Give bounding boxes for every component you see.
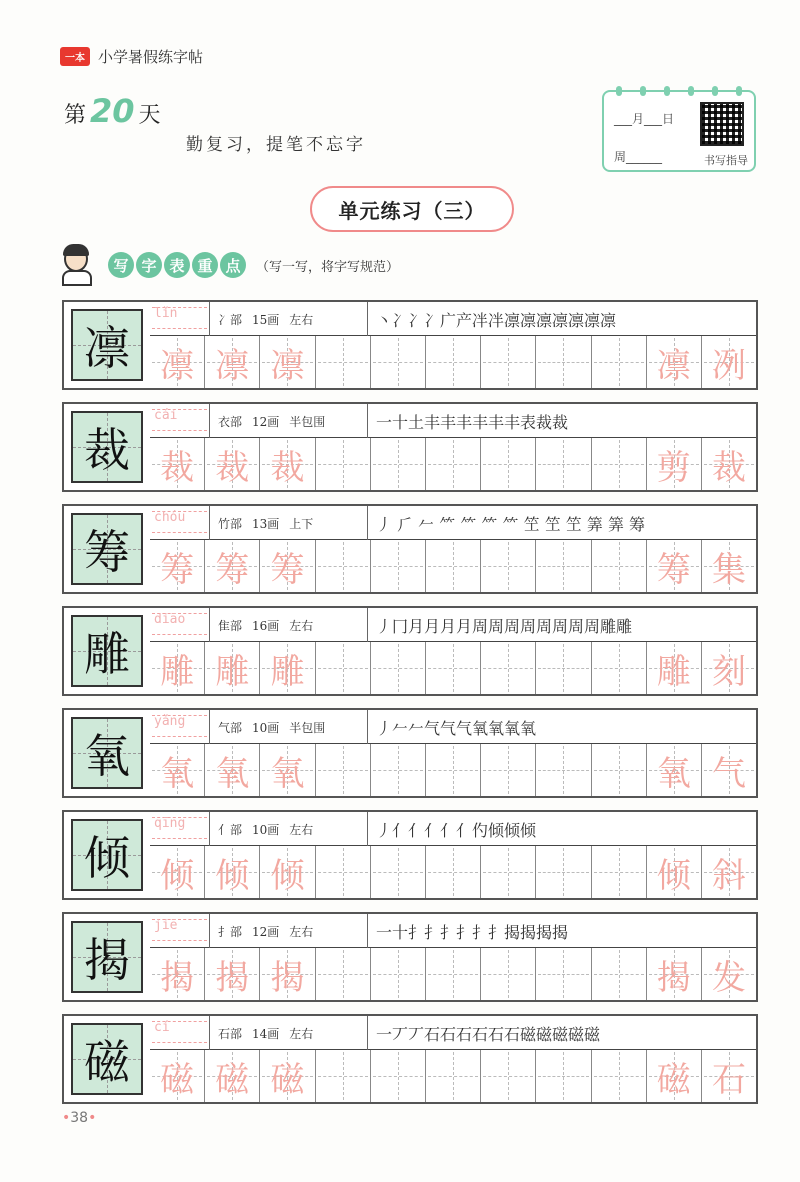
trace-character: 凛 xyxy=(270,345,305,386)
writing-cell[interactable] xyxy=(150,1050,205,1102)
day-number: 20 xyxy=(90,92,135,130)
writing-cell[interactable] xyxy=(592,336,647,388)
word-character: 冽 xyxy=(711,345,746,386)
trace-character: 凛 xyxy=(215,345,250,386)
writing-cell[interactable] xyxy=(426,540,481,592)
writing-cell[interactable] xyxy=(150,336,205,388)
section-bubbles xyxy=(108,252,246,278)
char-meta xyxy=(210,302,368,336)
model-character: 揭 xyxy=(71,921,143,993)
writing-cell[interactable] xyxy=(316,744,371,796)
ring-icon xyxy=(688,86,694,96)
word-character: 气 xyxy=(711,753,746,794)
stroke-order: 丿亻亻亻亻亻仢倾倾倾 xyxy=(376,820,537,840)
writing-cell[interactable] xyxy=(426,948,481,1000)
pinyin-cell[interactable] xyxy=(150,914,210,948)
writing-grid xyxy=(150,540,756,592)
ring-icon xyxy=(736,86,742,96)
writing-cell[interactable] xyxy=(316,540,371,592)
trace-character: 倾 xyxy=(215,855,250,896)
writing-cell[interactable] xyxy=(205,948,260,1000)
writing-cell[interactable] xyxy=(536,336,591,388)
practice-row xyxy=(62,708,758,798)
day-heading xyxy=(64,92,161,130)
trace-character: 雕 xyxy=(215,651,250,692)
practice-row xyxy=(62,912,758,1002)
writing-cell[interactable] xyxy=(702,438,756,490)
writing-grid xyxy=(150,336,756,388)
pinyin: diāo xyxy=(154,612,186,627)
writing-cell[interactable] xyxy=(536,744,591,796)
word-character: 剪 xyxy=(656,447,691,488)
unit-title: 单元练习（三） xyxy=(310,186,514,232)
trace-character: 磁 xyxy=(160,1059,195,1100)
writing-cell[interactable] xyxy=(536,846,591,898)
word-character: 凛 xyxy=(656,345,691,386)
writing-cell[interactable] xyxy=(316,948,371,1000)
word-character: 筹 xyxy=(656,549,691,590)
section-bubble: 表 xyxy=(164,252,190,278)
week-field[interactable]: 周______ xyxy=(614,150,663,164)
section-heading xyxy=(56,242,399,288)
writing-guide-label: 书写指导 xyxy=(704,154,748,167)
model-character: 裁 xyxy=(71,411,143,483)
writing-cell[interactable] xyxy=(260,438,315,490)
writing-cell[interactable] xyxy=(426,642,481,694)
word-character: 裁 xyxy=(711,447,746,488)
writing-grid xyxy=(150,1050,756,1102)
radical: 冫部 xyxy=(218,312,243,327)
binder-rings xyxy=(616,86,742,96)
radical: 竹部 xyxy=(218,516,243,531)
writing-cell[interactable] xyxy=(205,540,260,592)
writing-cell[interactable] xyxy=(260,948,315,1000)
trace-character: 揭 xyxy=(270,957,305,998)
radical: 石部 xyxy=(218,1026,243,1041)
practice-row xyxy=(62,1014,758,1104)
writing-cell[interactable] xyxy=(592,540,647,592)
writing-cell[interactable] xyxy=(481,744,536,796)
word-character: 雕 xyxy=(656,651,691,692)
writing-cell[interactable] xyxy=(371,438,426,490)
writing-cell[interactable] xyxy=(371,642,426,694)
model-character: 筹 xyxy=(71,513,143,585)
structure: 上下 xyxy=(289,516,314,531)
date-box xyxy=(602,90,756,172)
writing-grid xyxy=(150,948,756,1000)
info-band xyxy=(150,506,756,540)
trace-character: 氧 xyxy=(270,753,305,794)
char-meta xyxy=(210,710,368,744)
section-bubble: 写 xyxy=(108,252,134,278)
trace-character: 裁 xyxy=(215,447,250,488)
writing-cell[interactable] xyxy=(205,1050,260,1102)
structure: 左右 xyxy=(289,822,314,837)
writing-cell[interactable] xyxy=(481,540,536,592)
trace-character: 裁 xyxy=(270,447,305,488)
writing-cell[interactable] xyxy=(481,948,536,1000)
writing-cell[interactable] xyxy=(592,846,647,898)
structure: 左右 xyxy=(289,618,314,633)
info-band xyxy=(150,710,756,744)
radical: 亻部 xyxy=(218,822,243,837)
pinyin-cell[interactable] xyxy=(150,506,210,540)
char-meta xyxy=(210,608,368,642)
writing-cell[interactable] xyxy=(702,744,756,796)
writing-cell[interactable] xyxy=(592,642,647,694)
practice-row xyxy=(62,810,758,900)
writing-cell[interactable] xyxy=(426,438,481,490)
writing-grid xyxy=(150,642,756,694)
writing-cell[interactable] xyxy=(647,336,702,388)
day-suffix: 天 xyxy=(138,103,161,128)
writing-cell[interactable] xyxy=(426,336,481,388)
stroke-count: 12画 xyxy=(252,414,280,429)
writing-cell[interactable] xyxy=(371,744,426,796)
writing-cell[interactable] xyxy=(150,642,205,694)
stroke-order: 一十土丰丰丰丰丰丰表裁裁 xyxy=(376,412,569,432)
trace-character: 筹 xyxy=(270,549,305,590)
stroke-count: 12画 xyxy=(252,924,280,939)
writing-cell[interactable] xyxy=(260,744,315,796)
writing-cell[interactable] xyxy=(702,336,756,388)
pinyin: jiē xyxy=(154,918,178,933)
char-meta xyxy=(210,506,368,540)
writing-cell[interactable] xyxy=(205,336,260,388)
writing-cell[interactable] xyxy=(536,540,591,592)
writing-cell[interactable] xyxy=(150,846,205,898)
qr-code-icon[interactable] xyxy=(700,102,744,146)
writing-cell[interactable] xyxy=(647,642,702,694)
stroke-order: 一丆丆石石石石石石磁磁磁磁磁 xyxy=(376,1024,601,1044)
info-band xyxy=(150,812,756,846)
writing-cell[interactable] xyxy=(260,846,315,898)
writing-cell[interactable] xyxy=(426,846,481,898)
stroke-count: 15画 xyxy=(252,312,280,327)
trace-character: 磁 xyxy=(215,1059,250,1100)
writing-cell[interactable] xyxy=(205,438,260,490)
writing-cell[interactable] xyxy=(150,948,205,1000)
trace-character: 倾 xyxy=(160,855,195,896)
writing-cell[interactable] xyxy=(316,1050,371,1102)
word-character: 斜 xyxy=(711,855,746,896)
ring-icon xyxy=(712,86,718,96)
trace-character: 筹 xyxy=(215,549,250,590)
structure: 左右 xyxy=(289,312,314,327)
writing-cell[interactable] xyxy=(371,846,426,898)
writing-cell[interactable] xyxy=(260,1050,315,1102)
writing-cell[interactable] xyxy=(647,1050,702,1102)
writing-cell[interactable] xyxy=(260,540,315,592)
writing-cell[interactable] xyxy=(316,438,371,490)
word-character: 倾 xyxy=(656,855,691,896)
writing-cell[interactable] xyxy=(426,1050,481,1102)
radical: 衣部 xyxy=(218,414,243,429)
radical: 扌部 xyxy=(218,924,243,939)
trace-character: 雕 xyxy=(270,651,305,692)
trace-character: 雕 xyxy=(160,651,195,692)
section-note: （写一写，将字写规范） xyxy=(256,259,400,275)
motto: 勤复习，提笔不忘字 xyxy=(186,135,366,155)
writing-cell[interactable] xyxy=(592,438,647,490)
writing-cell[interactable] xyxy=(647,438,702,490)
writing-cell[interactable] xyxy=(702,642,756,694)
writing-cell[interactable] xyxy=(481,438,536,490)
info-band xyxy=(150,1016,756,1050)
word-character: 刻 xyxy=(711,651,746,692)
model-character: 磁 xyxy=(71,1023,143,1095)
pinyin: cí xyxy=(154,1020,170,1035)
word-character: 氧 xyxy=(656,753,691,794)
writing-cell[interactable] xyxy=(371,948,426,1000)
char-meta xyxy=(210,404,368,438)
pinyin: lǐn xyxy=(154,306,178,321)
ring-icon xyxy=(616,86,622,96)
pinyin: chóu xyxy=(154,510,186,525)
writing-cell[interactable] xyxy=(647,846,702,898)
pinyin: cái xyxy=(154,408,178,423)
pinyin-cell[interactable] xyxy=(150,404,210,438)
writing-cell[interactable] xyxy=(205,846,260,898)
trace-character: 磁 xyxy=(270,1059,305,1100)
trace-character: 筹 xyxy=(160,549,195,590)
writing-cell[interactable] xyxy=(481,642,536,694)
writing-cell[interactable] xyxy=(316,336,371,388)
writing-cell[interactable] xyxy=(426,744,481,796)
trace-character: 揭 xyxy=(215,957,250,998)
word-character: 磁 xyxy=(656,1059,691,1100)
writing-cell[interactable] xyxy=(316,642,371,694)
stroke-count: 10画 xyxy=(252,720,280,735)
writing-cell[interactable] xyxy=(536,642,591,694)
trace-character: 凛 xyxy=(160,345,195,386)
word-character: 集 xyxy=(711,549,746,590)
structure: 半包围 xyxy=(289,720,326,735)
word-character: 石 xyxy=(711,1059,746,1100)
stroke-order: 一十扌扌扌扌扌扌揭揭揭揭 xyxy=(376,922,569,942)
writing-cell[interactable] xyxy=(647,540,702,592)
writing-cell[interactable] xyxy=(592,948,647,1000)
writing-cell[interactable] xyxy=(481,1050,536,1102)
writing-cell[interactable] xyxy=(481,846,536,898)
writing-cell[interactable] xyxy=(647,744,702,796)
writing-cell[interactable] xyxy=(702,540,756,592)
section-bubble: 重 xyxy=(192,252,218,278)
pinyin-cell[interactable] xyxy=(150,608,210,642)
writing-cell[interactable] xyxy=(371,540,426,592)
writing-cell[interactable] xyxy=(702,846,756,898)
stroke-count: 13画 xyxy=(252,516,280,531)
writing-grid xyxy=(150,744,756,796)
word-character: 发 xyxy=(711,957,746,998)
info-band xyxy=(150,404,756,438)
char-meta xyxy=(210,914,368,948)
writing-cell[interactable] xyxy=(371,1050,426,1102)
writing-cell[interactable] xyxy=(205,642,260,694)
page-number: •38• xyxy=(62,1110,97,1126)
structure: 左右 xyxy=(289,924,314,939)
stroke-order: 丿冂月月月月周周周周周周周周雕雕 xyxy=(376,616,633,636)
pinyin-cell[interactable] xyxy=(150,710,210,744)
model-character: 氧 xyxy=(71,717,143,789)
book-title: 小学暑假练字帖 xyxy=(98,48,204,66)
structure: 左右 xyxy=(289,1026,314,1041)
trace-character: 裁 xyxy=(160,447,195,488)
stroke-count: 16画 xyxy=(252,618,280,633)
date-field[interactable]: ___月___日 xyxy=(614,112,675,126)
practice-row xyxy=(62,504,758,594)
writing-cell[interactable] xyxy=(150,744,205,796)
section-bubble: 字 xyxy=(136,252,162,278)
structure: 半包围 xyxy=(289,414,326,429)
ring-icon xyxy=(640,86,646,96)
stroke-order: 丶冫冫冫广产冸冸凛凛凛凛凛凛凛 xyxy=(376,310,617,330)
writing-cell[interactable] xyxy=(371,336,426,388)
pinyin: qīng xyxy=(154,816,186,831)
char-meta xyxy=(210,812,368,846)
radical: 隹部 xyxy=(218,618,243,633)
model-character: 雕 xyxy=(71,615,143,687)
brand-logo: 一本 xyxy=(60,47,90,66)
ring-icon xyxy=(664,86,670,96)
writing-cell[interactable] xyxy=(150,438,205,490)
stroke-order: 丿 ⺁ 𠂉 ⺮ ⺮ ⺮ ⺮ 笁 笁 笁 筭 筭 筹 xyxy=(376,514,646,534)
model-character: 倾 xyxy=(71,819,143,891)
writing-cell[interactable] xyxy=(260,336,315,388)
section-bubble: 点 xyxy=(220,252,246,278)
char-meta xyxy=(210,1016,368,1050)
trace-character: 氧 xyxy=(160,753,195,794)
pinyin-cell[interactable] xyxy=(150,1016,210,1050)
model-character: 凛 xyxy=(71,309,143,381)
writing-grid xyxy=(150,846,756,898)
writing-cell[interactable] xyxy=(316,846,371,898)
trace-character: 揭 xyxy=(160,957,195,998)
writing-cell[interactable] xyxy=(481,336,536,388)
day-prefix: 第 xyxy=(64,103,87,128)
info-band xyxy=(150,302,756,336)
pinyin-cell[interactable] xyxy=(150,302,210,336)
writing-cell[interactable] xyxy=(592,1050,647,1102)
pinyin: yǎng xyxy=(154,714,186,729)
stroke-count: 10画 xyxy=(252,822,280,837)
header xyxy=(60,46,203,67)
stroke-order: 丿𠂉𠂉气气气氧氧氧氧 xyxy=(376,718,537,738)
writing-cell[interactable] xyxy=(205,744,260,796)
writing-cell[interactable] xyxy=(536,948,591,1000)
writing-cell[interactable] xyxy=(260,642,315,694)
info-band xyxy=(150,914,756,948)
trace-character: 倾 xyxy=(270,855,305,896)
practice-row xyxy=(62,402,758,492)
writing-cell[interactable] xyxy=(592,744,647,796)
writing-cell[interactable] xyxy=(702,1050,756,1102)
pinyin-cell[interactable] xyxy=(150,812,210,846)
word-character: 揭 xyxy=(656,957,691,998)
writing-cell[interactable] xyxy=(647,948,702,1000)
writing-cell[interactable] xyxy=(702,948,756,1000)
practice-row xyxy=(62,606,758,696)
stroke-count: 14画 xyxy=(252,1026,280,1041)
writing-cell[interactable] xyxy=(536,1050,591,1102)
writing-cell[interactable] xyxy=(536,438,591,490)
radical: 气部 xyxy=(218,720,243,735)
trace-character: 氧 xyxy=(215,753,250,794)
boy-illustration-icon xyxy=(56,242,102,288)
writing-grid xyxy=(150,438,756,490)
writing-cell[interactable] xyxy=(150,540,205,592)
practice-row xyxy=(62,300,758,390)
info-band xyxy=(150,608,756,642)
